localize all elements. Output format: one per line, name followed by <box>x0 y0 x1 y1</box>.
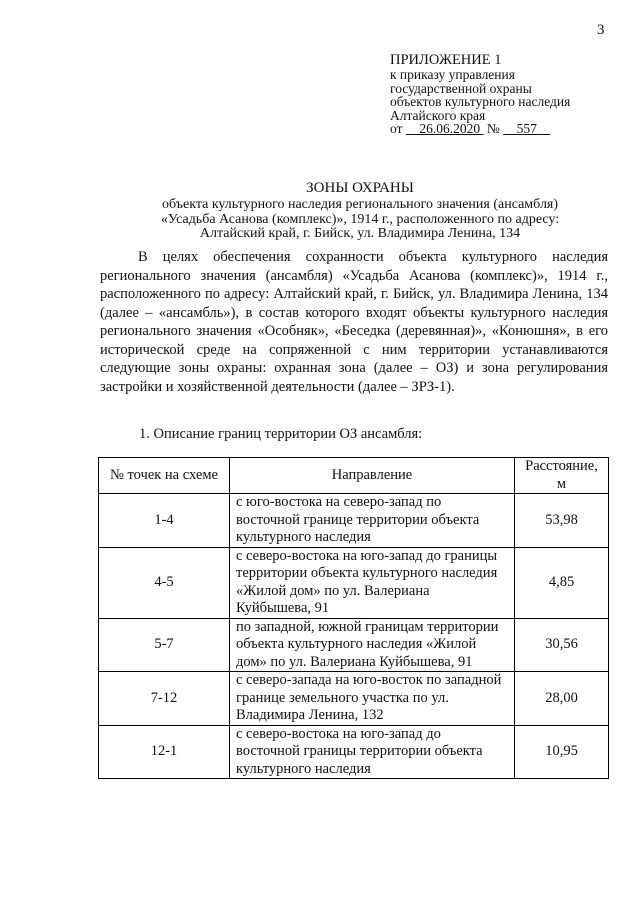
cell-points: 12-1 <box>99 725 230 779</box>
document-title-block <box>60 180 640 242</box>
table-row <box>99 547 609 618</box>
table-header-row <box>99 458 609 494</box>
table-row <box>99 725 609 779</box>
cell-direction: с юго-востока на северо-запад по восточной границе территории объекта культурного наследия <box>230 494 515 548</box>
boundaries-table <box>98 457 609 779</box>
table-row <box>99 494 609 548</box>
cell-points: 1-4 <box>99 494 230 548</box>
cell-points: 7-12 <box>99 672 230 726</box>
page-number: 3 <box>597 22 605 38</box>
cell-distance: 30,56 <box>515 618 609 672</box>
title-line: «Усадьба Асанова (комплекс)», 1914 г., расположенного по адресу: <box>160 211 560 227</box>
appendix-line: государственной охраны <box>390 80 532 96</box>
appendix-block <box>390 52 630 136</box>
title-line: объекта культурного наследия регионального значения (ансамбля) <box>161 197 559 212</box>
appendix-heading: ПРИЛОЖЕНИЕ 1 <box>390 52 502 68</box>
cell-distance: 53,98 <box>515 494 609 548</box>
title-line: Алтайский край, г. Бийск, ул. Владимира Ленина, 134 <box>199 226 521 241</box>
cell-distance: 4,85 <box>515 547 609 618</box>
appendix-line: Алтайского края <box>390 107 486 123</box>
cell-direction: по западной, южной границам территории объекта культурного наследия «Жилой дом» по ул. Валериана Куйбышева, 91 <box>230 618 515 672</box>
section-heading: 1. Описание границ территории ОЗ ансамбля: <box>139 426 423 442</box>
cell-direction: с северо-востока на юго-запад до восточной границы территории объекта культурного наследия <box>230 725 515 779</box>
cell-points: 4-5 <box>99 547 230 618</box>
order-number: 557 <box>516 121 537 136</box>
cell-direction: с северо-запада на юго-восток по западной границе земельного участка по ул. Владимира Ленина, 132 <box>230 672 515 726</box>
cell-distance: 10,95 <box>515 725 609 779</box>
header-points: № точек на схеме <box>99 458 230 494</box>
order-date: 26.06.2020 <box>419 121 481 136</box>
table-row <box>99 618 609 672</box>
header-distance: Расстояние, м <box>515 458 609 494</box>
cell-points: 5-7 <box>99 618 230 672</box>
appendix-date-line <box>390 122 630 136</box>
appendix-line: к приказу управления <box>390 67 515 82</box>
document-title: ЗОНЫ ОХРАНЫ <box>306 180 414 196</box>
intro-paragraph: В целях обеспечения сохранности объекта культурного наследия регионального значения (ансамбля) «Усадьба Асанова (комплекс)», 1914 г., расположенного по адресу: Алтайский край, г. Бийск, ул. Владимира Ленина, 134 (далее – «ансамбль»), в состав которого входят объекты культурного наследия регионального значения «Особняк», «Беседка (деревянная)», «Конюшня», в его исторической среде на сопряженной с ним территории устанавливаются следующие зоны охраны: охранная зона (далее – ОЗ) и зона регулирования застройки и хозяйственной деятельности (далее – ЗРЗ-1). <box>100 249 608 395</box>
cell-distance: 28,00 <box>515 672 609 726</box>
cell-direction: с северо-востока на юго-запад до границы территории объекта культурного наследия «Жилой дом» по ул. Валериана Куйбышева, 91 <box>230 547 515 618</box>
header-direction: Направление <box>230 458 515 494</box>
number-prefix: № <box>486 121 500 136</box>
appendix-line: объектов культурного наследия <box>390 94 571 109</box>
table-row <box>99 672 609 726</box>
date-prefix: от <box>390 121 403 136</box>
